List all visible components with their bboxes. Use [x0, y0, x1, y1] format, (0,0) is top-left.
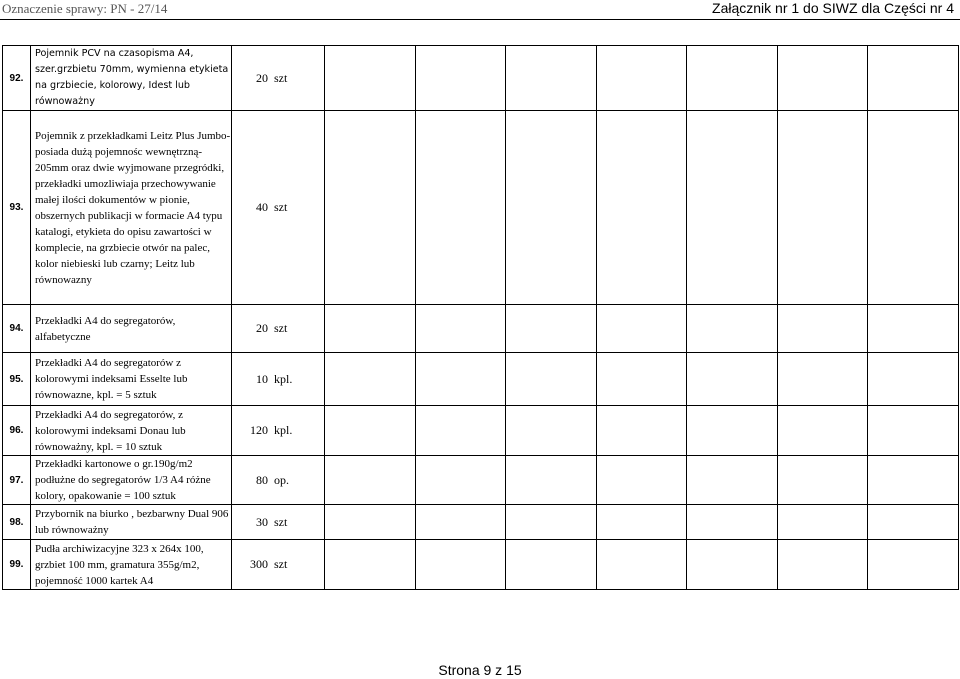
quantity-unit: szt: [274, 557, 288, 571]
row-number: 95.: [3, 353, 31, 406]
empty-cell: [325, 540, 416, 590]
empty-cell: [687, 456, 778, 505]
empty-cell: [868, 406, 959, 456]
empty-cell: [325, 456, 416, 505]
empty-cell: [596, 111, 687, 305]
empty-cell: [868, 456, 959, 505]
quantity-unit: op.: [274, 472, 289, 487]
row-number: 97.: [3, 456, 31, 505]
empty-cell: [415, 46, 506, 111]
quantity-value: 30: [256, 514, 268, 529]
empty-cell: [868, 305, 959, 353]
empty-cell: [415, 540, 506, 590]
item-quantity: [232, 353, 325, 406]
empty-cell: [596, 456, 687, 505]
empty-cell: [415, 505, 506, 540]
table-row: [3, 305, 959, 353]
quantity-unit: szt: [274, 70, 288, 85]
quantity-unit: kpl.: [274, 371, 293, 386]
empty-cell: [868, 353, 959, 406]
empty-cell: [687, 46, 778, 111]
quantity-unit: szt: [274, 200, 288, 214]
item-quantity: [232, 111, 325, 305]
page-number: Strona 9 z 15: [438, 662, 522, 678]
empty-cell: [596, 406, 687, 456]
empty-cell: [596, 540, 687, 590]
empty-cell: [777, 353, 868, 406]
item-description: Przekładki A4 do segregatorów z kolorowymi indeksami Esselte lub równowazne, kpl. = 5 sztuk: [31, 353, 232, 406]
item-description: Przekładki A4 do segregatorów, alfabetyczne: [31, 305, 232, 353]
row-number: 98.: [3, 505, 31, 540]
empty-cell: [506, 540, 597, 590]
table-row: [3, 505, 959, 540]
empty-cell: [506, 456, 597, 505]
item-description: Przybornik na biurko , bezbarwny Dual 906 lub równoważny: [31, 505, 232, 540]
quantity-unit: szt: [274, 514, 288, 529]
empty-cell: [506, 353, 597, 406]
empty-cell: [506, 505, 597, 540]
empty-cell: [687, 540, 778, 590]
empty-cell: [687, 353, 778, 406]
empty-cell: [415, 111, 506, 305]
empty-cell: [868, 505, 959, 540]
empty-cell: [777, 505, 868, 540]
row-number: 93.: [3, 111, 31, 305]
item-quantity: [232, 305, 325, 353]
row-number: 94.: [3, 305, 31, 353]
empty-cell: [596, 505, 687, 540]
empty-cell: [325, 305, 416, 353]
empty-cell: [415, 456, 506, 505]
annex-title: Załącznik nr 1 do SIWZ dla Części nr 4: [712, 0, 954, 16]
empty-cell: [868, 46, 959, 111]
quantity-value: 20: [256, 70, 268, 85]
empty-cell: [777, 305, 868, 353]
empty-cell: [868, 111, 959, 305]
header-rule: [0, 19, 960, 20]
empty-cell: [777, 540, 868, 590]
empty-cell: [415, 305, 506, 353]
quantity-unit: kpl.: [274, 423, 293, 437]
item-quantity: [232, 540, 325, 590]
empty-cell: [777, 406, 868, 456]
item-description: Przekładki kartonowe o gr.190g/m2 podłużne do segregatorów 1/3 A4 różne kolory, opakowanie = 100 sztuk: [31, 456, 232, 505]
empty-cell: [325, 505, 416, 540]
empty-cell: [687, 505, 778, 540]
table-row: [3, 456, 959, 505]
empty-cell: [777, 111, 868, 305]
table-row: [3, 111, 959, 305]
empty-cell: [415, 353, 506, 406]
item-description: Pudła archiwizacyjne 323 x 264x 100, grzbiet 100 mm, gramatura 355g/m2, pojemność 1000 kartek A4: [31, 540, 232, 590]
case-reference: Oznaczenie sprawy: PN - 27/14: [2, 1, 168, 16]
empty-cell: [325, 353, 416, 406]
empty-cell: [777, 46, 868, 111]
empty-cell: [506, 46, 597, 111]
empty-cell: [596, 353, 687, 406]
item-quantity: [232, 46, 325, 111]
items-table: [2, 45, 959, 590]
item-description: Przekładki A4 do segregatorów, z kolorowymi indeksami Donau lub równoważny, kpl. = 10 sztuk: [31, 406, 232, 456]
item-quantity: [232, 456, 325, 505]
table-row: [3, 353, 959, 406]
row-number: 99.: [3, 540, 31, 590]
item-quantity: [232, 505, 325, 540]
row-number: 92.: [3, 46, 31, 111]
empty-cell: [325, 111, 416, 305]
row-number: 96.: [3, 406, 31, 456]
empty-cell: [596, 305, 687, 353]
empty-cell: [325, 46, 416, 111]
empty-cell: [777, 456, 868, 505]
empty-cell: [506, 305, 597, 353]
item-description: Pojemnik PCV na czasopisma A4, szer.grzbietu 70mm, wymienna etykieta na grzbiecie, kolorowy, Idest lub równoważny: [31, 46, 232, 111]
empty-cell: [596, 46, 687, 111]
empty-cell: [325, 406, 416, 456]
quantity-value: 40: [256, 200, 268, 214]
empty-cell: [506, 111, 597, 305]
table-row: [3, 406, 959, 456]
quantity-unit: szt: [274, 321, 288, 335]
quantity-value: 120: [250, 423, 268, 437]
quantity-value: 80: [256, 472, 268, 487]
empty-cell: [687, 406, 778, 456]
empty-cell: [506, 406, 597, 456]
item-quantity: [232, 406, 325, 456]
empty-cell: [687, 111, 778, 305]
table-row: [3, 540, 959, 590]
item-description: Pojemnik z przekładkami Leitz Plus Jumbo- posiada dużą pojemnośc wewnętrzną- 205mm oraz dwie wyjmowane przegródki, przekładki umozliwiaja przechowywanie małej ilości dokumentów w pionie, obszernych publikacji w formacie A4 typu katalogi, etykieta do opisu zawartości w komplecie, na grzbiecie otwór na palec, kolor niebieski lub czarny; Leitz lub równowazny: [31, 111, 232, 305]
quantity-value: 300: [250, 557, 268, 571]
quantity-value: 20: [256, 321, 268, 335]
empty-cell: [415, 406, 506, 456]
quantity-value: 10: [256, 371, 268, 386]
empty-cell: [687, 305, 778, 353]
empty-cell: [868, 540, 959, 590]
table-row: [3, 46, 959, 111]
